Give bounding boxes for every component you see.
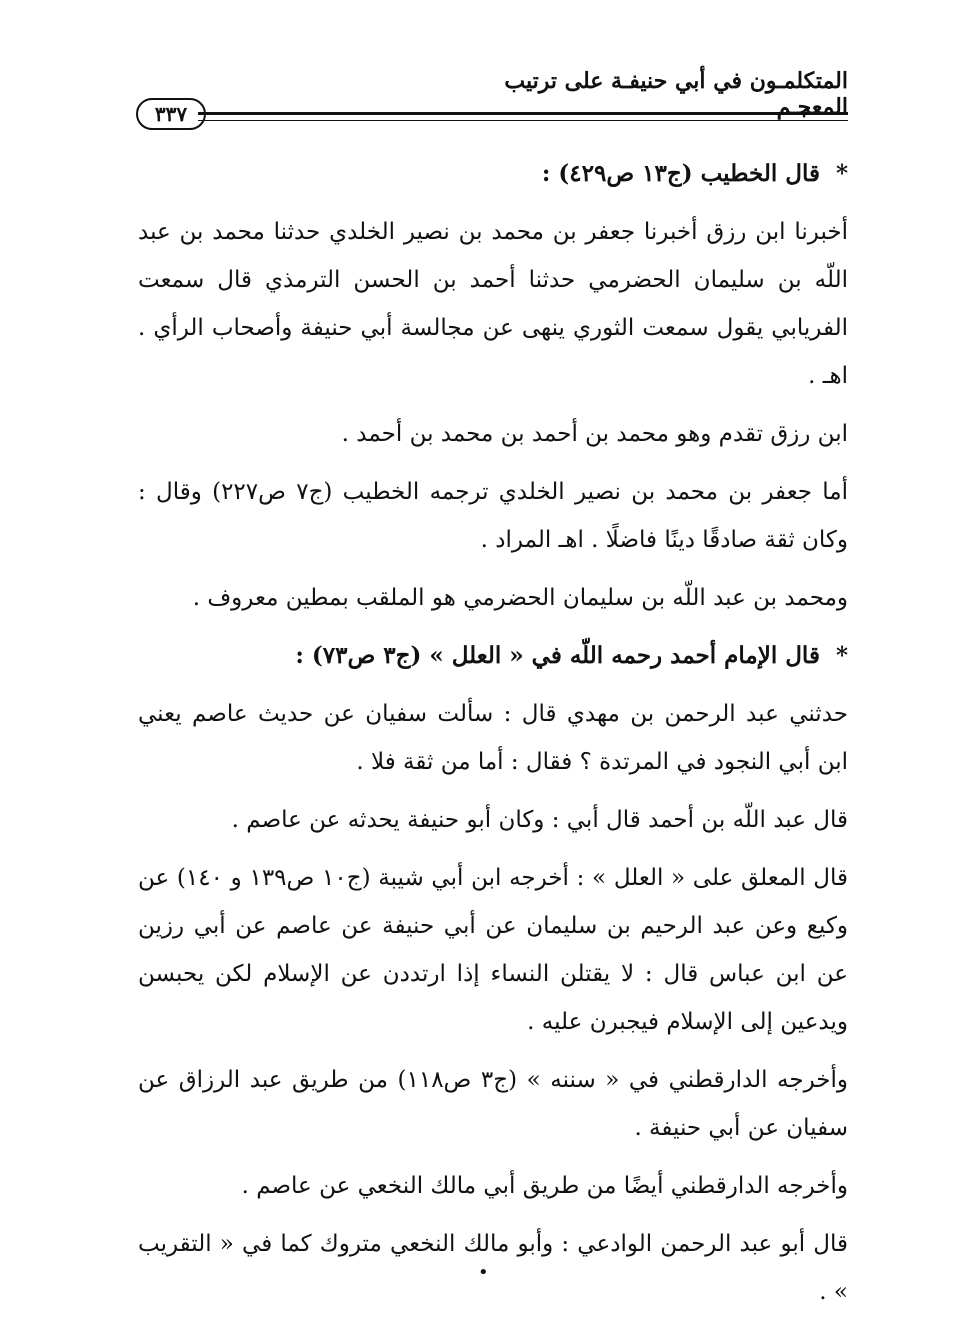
paragraph-ibn-rizq: ابن رزق تقدم وهو محمد بن أحمد بن محمد بن أحمد . — [341, 421, 848, 447]
asterisk-icon: * — [835, 160, 848, 187]
paragraph-isnad-thawri: أخبرنا ابن رزق أخبرنا جعفر بن محمد بن نصير الخلدي حدثنا محمد بن عبد اللّه بن سليمان الحضرمي حدثنا أحمد بن الحسن الترمذي قال سمعت الفريابي يقول سمعت الثوري ينهى عن مجالسة أبي حنيفة وأصحاب الرأي . اهـ . — [138, 219, 848, 389]
section-heading-khatib — [138, 150, 848, 198]
page-footer-dot: • — [478, 1262, 489, 1283]
paragraph-ibn-mahdi: حدثني عبد الرحمن بن مهدي قال : سألت سفيان عن حديث عاصم يعني ابن أبي النجود في المرتدة ؟ فقال : أما من ثقة فلا . — [138, 701, 848, 775]
paragraph-daraqutni-nakhai: وأخرجه الدارقطني أيضًا من طريق أبي مالك النخعي عن عاصم . — [241, 1173, 848, 1199]
paragraph-ibn-abi-shayba: قال المعلق على « العلل » : أخرجه ابن أبي شيبة (ج١٠ ص١٣٩ و ١٤٠) عن وكيع وعن عبد الرحيم بن سليمان عن أبي حنيفة عن عاصم عن أبي رزين عن ابن عباس قال : لا يقتلن النساء إذا ارتددن عن الإسلام لكن يحبسن ويدعين إلى الإسلام فيجبرن عليه . — [138, 865, 848, 1035]
paragraph-wadii-comment: قال أبو عبد الرحمن الوادعي : وأبو مالك النخعي متروك كما في « التقريب » . — [138, 1231, 848, 1305]
page-body — [138, 150, 848, 1326]
paragraph-jafar-khuldi: أما جعفر بن محمد بن نصير الخلدي ترجمه الخطيب (ج٧ ص٢٢٧) وقال : وكان ثقة صادقًا دينًا فاضلًا . اهـ المراد . — [138, 479, 848, 553]
heading-text: قال الخطيب (ج١٣ ص٤٢٩) : — [541, 160, 820, 187]
paragraph-mutayyan: ومحمد بن عبد اللّه بن سليمان الحضرمي هو الملقب بمطين معروف . — [192, 585, 848, 611]
paragraph-daraqutni-sunan: وأخرجه الدارقطني في « سننه » (ج٣ ص١١٨) من طريق عبد الرزاق عن سفيان عن أبي حنيفة . — [138, 1067, 849, 1141]
paragraph-abdullah-ahmad: قال عبد اللّه بن أحمد قال أبي : وكان أبو حنيفة يحدثه عن عاصم . — [231, 807, 848, 833]
header-rule-thick — [198, 112, 848, 115]
heading-text: قال الإمام أحمد رحمه اللّه في « العلل » (ج٣ ص٧٣) : — [295, 642, 820, 669]
running-title: المتكلمـون في أبي حنيفـة على ترتيب المعجـم — [504, 68, 848, 120]
asterisk-icon: * — [835, 642, 848, 669]
section-heading-ahmad — [138, 632, 848, 680]
page-number-badge: ٣٣٧ — [136, 98, 206, 130]
header-rule-thin — [198, 120, 848, 121]
